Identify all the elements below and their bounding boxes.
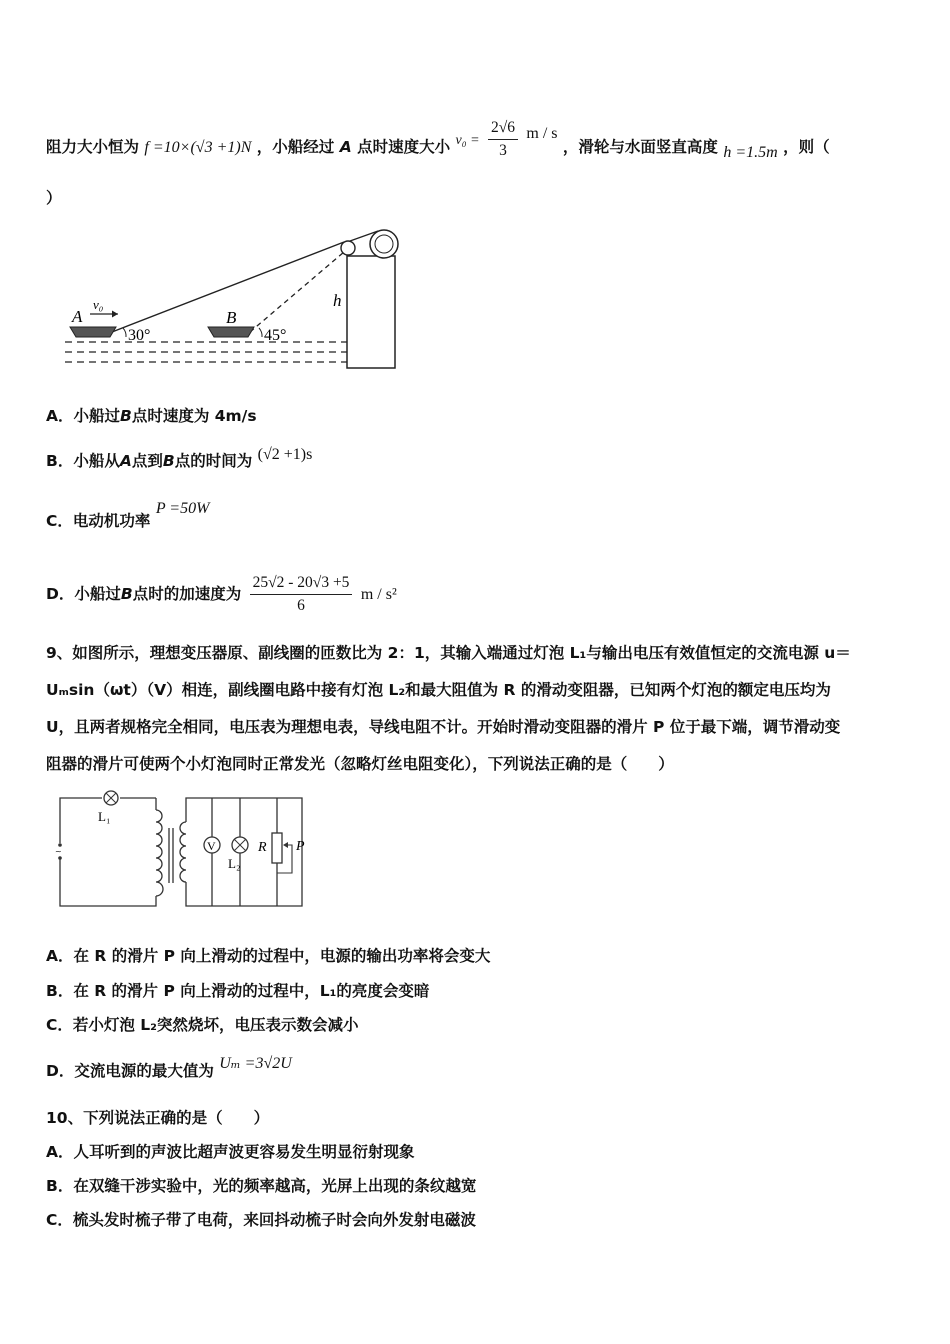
label-v: V [207,839,216,853]
option-point: B [120,585,133,603]
boat-b [208,327,254,337]
option-text: 点到 [131,452,163,470]
slider-arrow [283,842,288,848]
option-key: D． [46,585,75,603]
label-p: P [296,839,305,854]
option-text: 点的时间为 [174,452,253,470]
q8-option-a [46,405,257,427]
acceleration-numerator: 25√2 - 20√3 +5 [250,572,353,595]
v0-arrowhead [112,311,118,318]
option-text: 点时速度为 4m/s [131,407,257,425]
label-v0: v₀ [93,297,104,312]
acceleration-denominator: 6 [297,597,305,614]
boat-a [70,327,116,337]
angle-30-label: 30° [128,327,151,344]
small-pulley [341,241,355,255]
q9-stem-line-3: U，且两者规格完全相同，电压表为理想电表，导线电阻不计。开始时滑动变阻器的滑片 P 位于最下端，调节滑动变 [46,718,841,736]
h-formula: h =1.5m [723,144,778,161]
v0-unit: m / s [526,125,558,142]
q9-stem-line-4: 阻器的滑片可使两个小灯泡同时正常发光（忽略灯丝电阻变化），下列说法正确的是（ ） [46,755,674,773]
label-r: R [258,840,267,855]
q9-option-d-text: D．交流电源的最大值为 [46,1062,214,1080]
q8-stem-line [46,119,830,170]
acceleration-unit: m / s² [360,586,397,603]
power-formula: P =50W [155,500,210,517]
angle-arc-45 [259,328,262,337]
q9-option-d [46,1055,292,1083]
option-text: 小船过 [74,585,121,603]
label-b: B [226,308,237,327]
q8-option-c [46,500,210,533]
ac-symbol: ~ [55,847,62,856]
q10-option-c: C．梳头发时梳子带了电荷，来回抖动梳子时会向外发射电磁波 [46,1211,476,1229]
v0-lhs: v₀ = [455,133,480,148]
option-text: 电动机功率 [72,512,151,530]
f-formula: f =10×(√3 +1)N [144,139,252,156]
q10-option-b: B．在双缝干涉实验中，光的频率越高，光屏上出现的条纹越宽 [46,1177,477,1195]
q10-option-a: A．人耳听到的声波比超声波更容易发生明显衍射现象 [46,1143,415,1161]
option-key: A． [46,407,74,425]
motor-wheel [370,230,398,258]
q8-stem-text-4: ，滑轮与水面竖直高度 [562,138,718,156]
option-point: B [120,407,132,425]
q9-option-b: B．在 R 的滑片 P 向上滑动的过程中，L₁的亮度会变暗 [46,982,430,1000]
option-point: B [162,452,175,470]
q8-stem-text-5: ，则（ [783,138,830,156]
tower-block [347,256,395,368]
q9-stem-line-1: 9、如图所示，理想变压器原、副线圈的匝数比为 2：1，其输入端通过灯泡 L₁与输出电压有效值恒定的交流电源 u＝ [46,644,851,662]
label-h: h [333,291,342,310]
q8-option-b [46,446,313,473]
option-key: C． [46,512,73,530]
primary-coil [156,810,163,896]
angle-arc-30 [123,328,126,337]
v0-numerator: 2√6 [488,117,518,140]
angle-45-label: 45° [264,327,287,344]
q9-stem-line-2: Uₘsin（ωt）（V）相连，副线圈电路中接有灯泡 L₂和最大阻值为 R 的滑动变阻器，已知两个灯泡的额定电压均为 [46,681,831,699]
time-formula: (√2 +1)s [257,446,313,463]
label-l1: L₁ [98,809,111,824]
q8-stem-text-3: 点时速度大小 [357,138,451,156]
q9-option-a: A．在 R 的滑片 P 向上滑动的过程中，电源的输出功率将会变大 [46,947,491,965]
q9-option-c: C．若小灯泡 L₂突然烧坏，电压表示数会减小 [46,1016,359,1034]
option-text: 点时的加速度为 [132,585,242,603]
option-text: 小船从 [73,452,120,470]
v0-denominator: 3 [499,142,507,159]
label-a: A [72,307,83,326]
acceleration-fraction [250,572,353,617]
um-formula: Uₘ =3√2U [219,1055,292,1072]
option-point: A [119,452,132,470]
q8-option-d [46,572,397,617]
q8-stem-text-1: 阻力大小恒为 [46,138,140,156]
option-text: 小船过 [73,407,121,425]
option-key: B． [46,452,74,470]
secondary-coil [180,822,186,882]
q10-stem: 10、下列说法正确的是（ ） [46,1109,270,1127]
label-l2: L₂ [228,856,241,871]
ac-terminal-bottom [58,856,62,860]
transformer-circuit [52,788,322,913]
boat-pulley-figure [60,224,410,374]
v0-fraction [488,117,518,162]
point-a-label: A [339,138,352,156]
q8-stem-text-2: ，小船经过 [256,138,335,156]
rheostat [272,833,282,863]
q8-stem-close: ） [46,189,62,207]
rope-to-b [250,252,344,332]
